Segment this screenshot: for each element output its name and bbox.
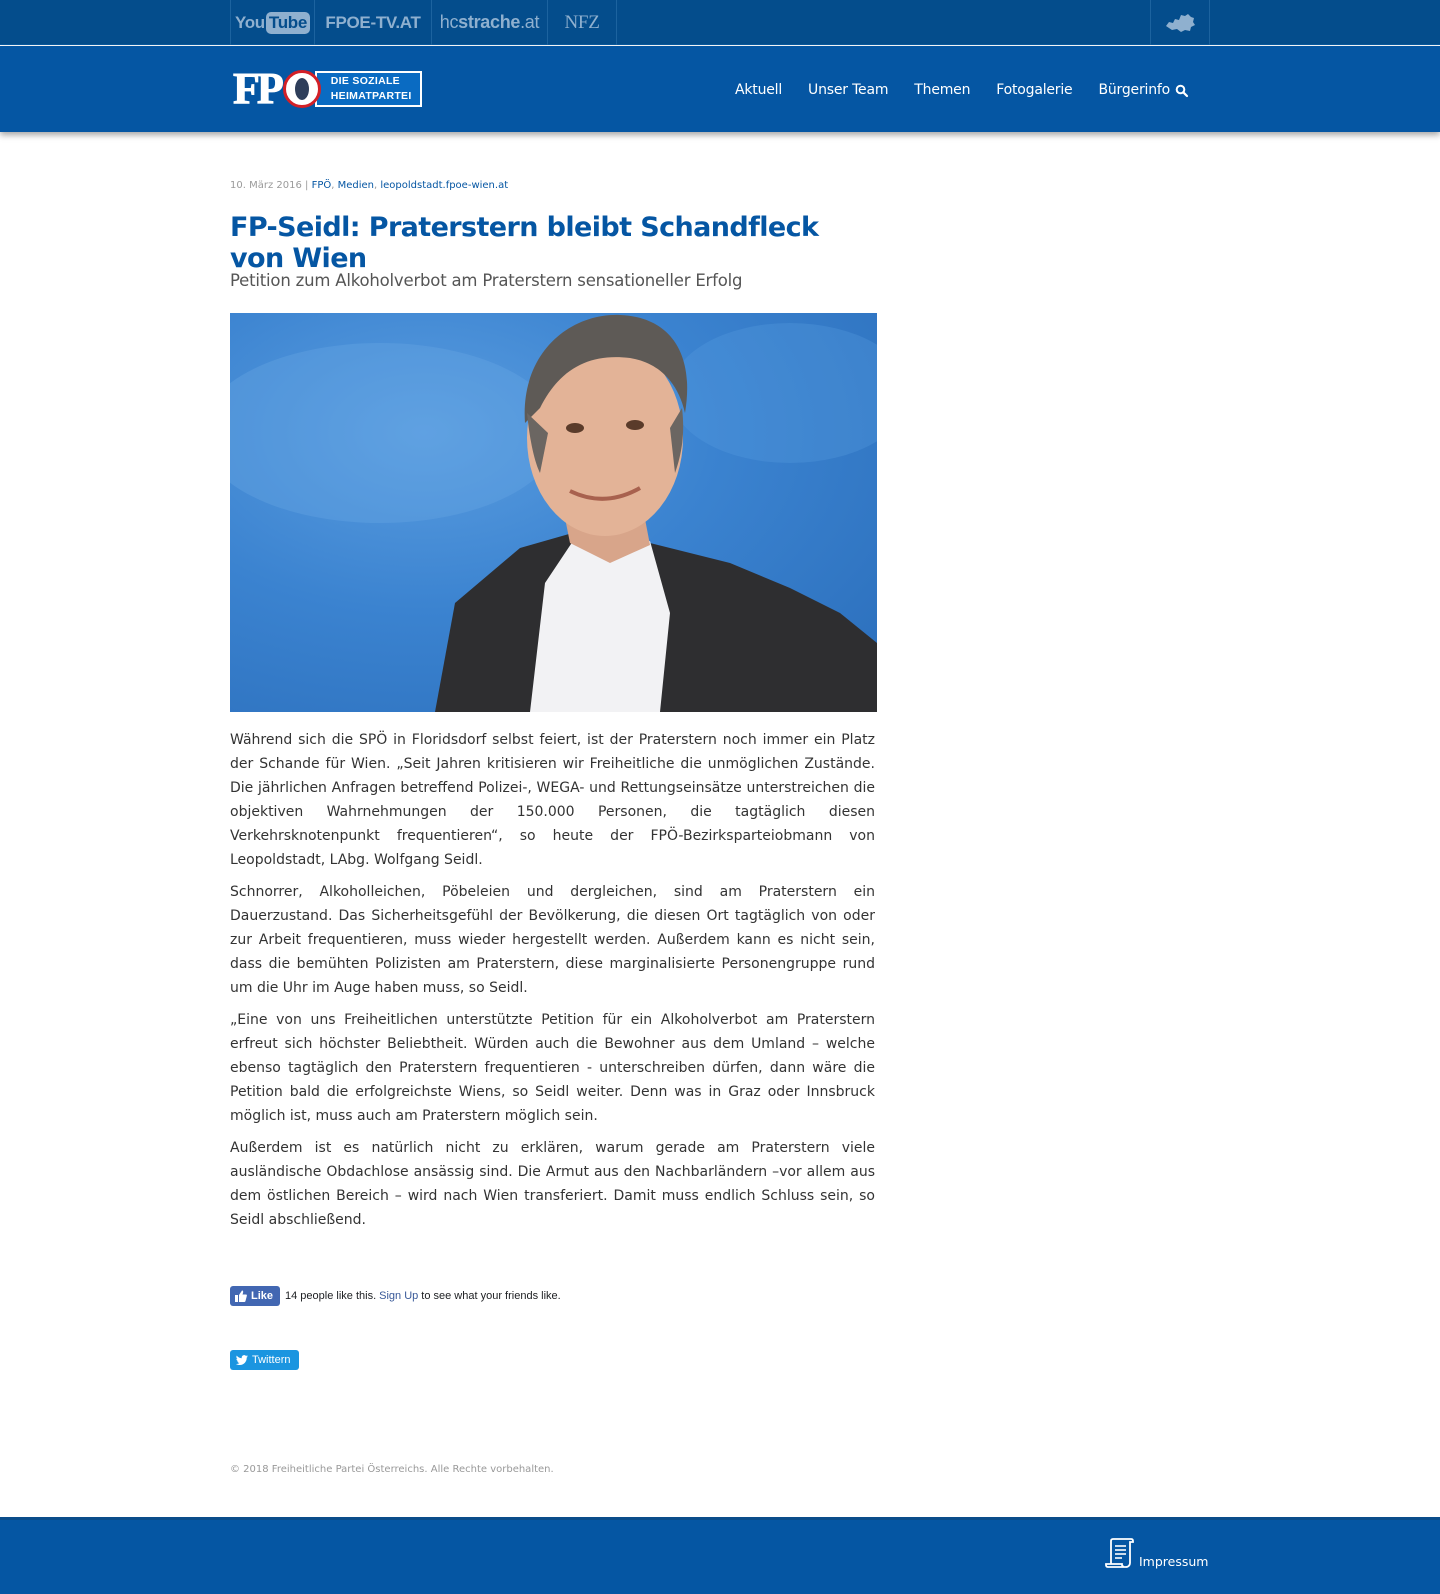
impressum-link[interactable] (1104, 1537, 1208, 1569)
nfz-logo: NFZ (564, 11, 600, 33)
hcstrache-logo: hcstrache.at (439, 12, 540, 32)
logo-letters: FP (233, 64, 281, 113)
austria-map-link[interactable] (1150, 0, 1210, 45)
hcstrache-link[interactable] (431, 0, 548, 45)
fpoe-logo[interactable] (233, 64, 422, 113)
top-bar-inner (230, 0, 1210, 45)
main-header (0, 46, 1440, 132)
fpoe-tv-logo: FPOE-TV.AT (325, 12, 421, 32)
facebook-like-button[interactable]: Like (230, 1286, 280, 1306)
article-subtitle: Petition zum Alkoholverbot am Praterstern sensationeller Erfolg (230, 271, 743, 290)
nav-item-buergerinfo[interactable]: Bürgerinfo (1098, 82, 1170, 98)
impressum-label: Impressum (1139, 1554, 1209, 1569)
logo-tagline: DIE SOZIALE HEIMATPARTEI (315, 71, 422, 107)
article-paragraph: Außerdem ist es natürlich nicht zu erklären, warum gerade am Praterstern viele ausländische Obdachlose ansässig sind. Die Armut aus den Nachbarländern –vor allem aus dem östlichen Bereich – wird nach Wien transferiert. Damit muss endlich Schluss sein, so Seidl abschließend. (230, 1140, 875, 1228)
top-bar (0, 0, 1440, 45)
article-meta: 10. März 2016 | FPÖ, Medien, leopoldstadt.fpoe-wien.at (230, 180, 509, 191)
facebook-like-count: 14 people like this. (285, 1290, 377, 1302)
nav-item-themen[interactable]: Themen (914, 82, 971, 98)
category-link-fpoe[interactable]: FPÖ (311, 180, 332, 191)
search-icon[interactable] (1175, 84, 1189, 98)
facebook-like-hint: to see what your friends like. (421, 1290, 561, 1302)
page-footer (0, 1517, 1440, 1594)
fpoe-tv-link[interactable] (314, 0, 432, 45)
twitter-bird-icon (236, 1355, 248, 1365)
page-title: FP-Seidl: Praterstern bleibt Schandfleck von Wien (230, 212, 819, 274)
logo-portrait-icon (283, 70, 321, 108)
facebook-like-widget (230, 1286, 561, 1306)
nav-item-aktuell[interactable]: Aktuell (735, 82, 783, 98)
copyright-notice: © 2018 Freiheitliche Partei Österreichs. Alle Rechte vorbehalten. (230, 1464, 554, 1475)
main-nav (735, 82, 1196, 98)
category-link-medien[interactable]: Medien (337, 180, 374, 191)
category-link-leopoldstadt[interactable]: leopoldstadt.fpoe-wien.at (380, 180, 509, 191)
youtube-logo: You Tube (235, 12, 310, 34)
facebook-signup-link[interactable]: Sign Up (379, 1290, 419, 1302)
portrait-illustration (230, 313, 877, 712)
article-date: 10. März 2016 (230, 180, 302, 191)
article-paragraph: Während sich die SPÖ in Floridsdorf selbst feiert, ist der Praterstern noch immer ein Platz der Schande für Wien. „Seit Jahren kritisieren wir Freiheitliche die unmöglichen Zustände. Die jährlichen Anfragen betreffend Polizei-, WEGA- und Rettungseinsätze unterstreichen die objektiven Wahrnehmungen der 150.000 Personen, die tagtäglich diesen Verkehrsknotenpunkt frequentieren“, so heute der FPÖ-Bezirksparteiobmann von Leopoldstadt, LAbg. Wolfgang Seidl. (230, 732, 875, 868)
nav-item-unser-team[interactable]: Unser Team (808, 82, 889, 98)
nav-item-fotogalerie[interactable]: Fotogalerie (996, 82, 1073, 98)
article-body (230, 728, 875, 1240)
tweet-button[interactable]: Twittern (230, 1350, 299, 1370)
document-scroll-icon (1104, 1537, 1136, 1569)
article-paragraph: Schnorrer, Alkoholleichen, Pöbeleien und dergleichen, sind am Praterstern ein Dauerzustand. Das Sicherheitsgefühl der Bevölkerung, die diesen Ort tagtäglich von oder zur Arbeit frequentieren, muss wieder hergestellt werden. Außerdem kann es nicht sein, dass die bemühten Polizisten am Praterstern, diese marginalisierte Personengruppe rund um die Uhr im Auge haben muss, so Seidl. (230, 884, 875, 996)
article-image (230, 313, 877, 712)
youtube-link[interactable] (230, 0, 315, 45)
nfz-link[interactable] (547, 0, 617, 45)
thumbs-up-icon (235, 1290, 247, 1302)
austria-map-icon (1164, 12, 1196, 34)
article-paragraph: „Eine von uns Freiheitlichen unterstützte Petition für ein Alkoholverbot am Praterstern erfreut sich höchster Beliebtheit. Würden auch die Bewohner aus dem Umland – welche ebenso tagtäglich den Praterstern frequentieren - unterschreiben dürfen, dann wäre die Petition bald die erfolgreichste Wiens, so Seidl weiter. Denn was in Graz oder Innsbruck möglich ist, muss auch am Praterstern möglich sein. (230, 1012, 875, 1124)
